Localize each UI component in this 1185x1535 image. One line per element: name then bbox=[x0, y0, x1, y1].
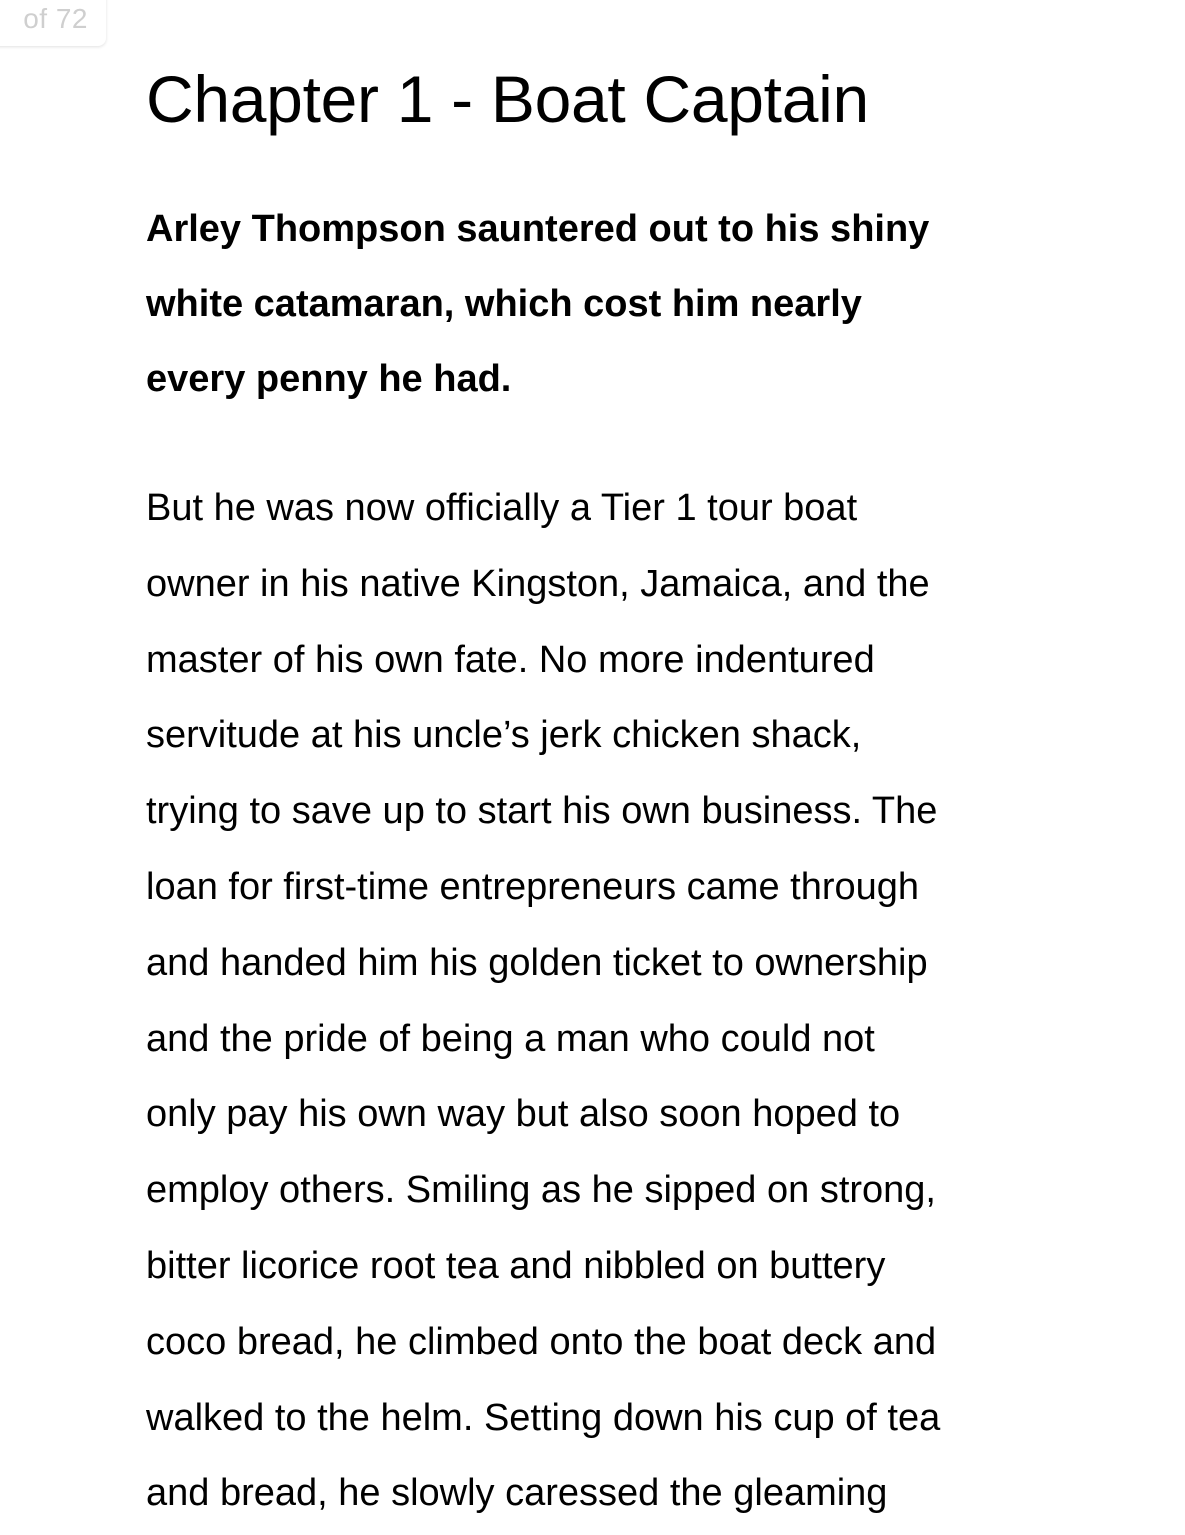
body-paragraph bbox=[146, 471, 1076, 1532]
lead-line: Arley Thompson sauntered out to his shiny bbox=[146, 208, 930, 250]
body-line: only pay his own way but also soon hoped to bbox=[146, 1093, 901, 1136]
body-line: and handed him his golden ticket to ownership bbox=[146, 941, 928, 984]
body-line: owner in his native Kingston, Jamaica, and the bbox=[146, 562, 930, 605]
body-line: employ others. Smiling as he sipped on strong, bbox=[146, 1169, 936, 1212]
page-count-text: of 72 bbox=[23, 3, 88, 34]
body-line: But he was now officially a Tier 1 tour boat bbox=[146, 487, 858, 529]
body-line: master of his own fate. No more indentured bbox=[146, 638, 875, 681]
body-line: and the pride of being a man who could not bbox=[146, 1017, 875, 1060]
body-line: servitude at his uncle’s jerk chicken shack, bbox=[146, 714, 862, 757]
chapter-title: Chapter 1 - Boat Captain bbox=[146, 62, 869, 136]
lead-line: white catamaran, which cost him nearly bbox=[146, 283, 862, 325]
body-line: bitter licorice root tea and nibbled on buttery bbox=[146, 1244, 886, 1287]
lead-line: every penny he had. bbox=[146, 358, 512, 400]
body-line: trying to save up to start his own business. The bbox=[146, 790, 938, 833]
page-count-indicator bbox=[0, 0, 106, 46]
body-line: and bread, he slowly caressed the gleaming bbox=[146, 1472, 888, 1515]
body-line: loan for first-time entrepreneurs came through bbox=[146, 865, 920, 908]
document-content bbox=[146, 60, 1076, 1532]
body-line: coco bread, he climbed onto the boat deck and bbox=[146, 1320, 937, 1363]
body-line: walked to the helm. Setting down his cup of tea bbox=[146, 1396, 941, 1439]
lead-paragraph bbox=[146, 192, 1076, 417]
